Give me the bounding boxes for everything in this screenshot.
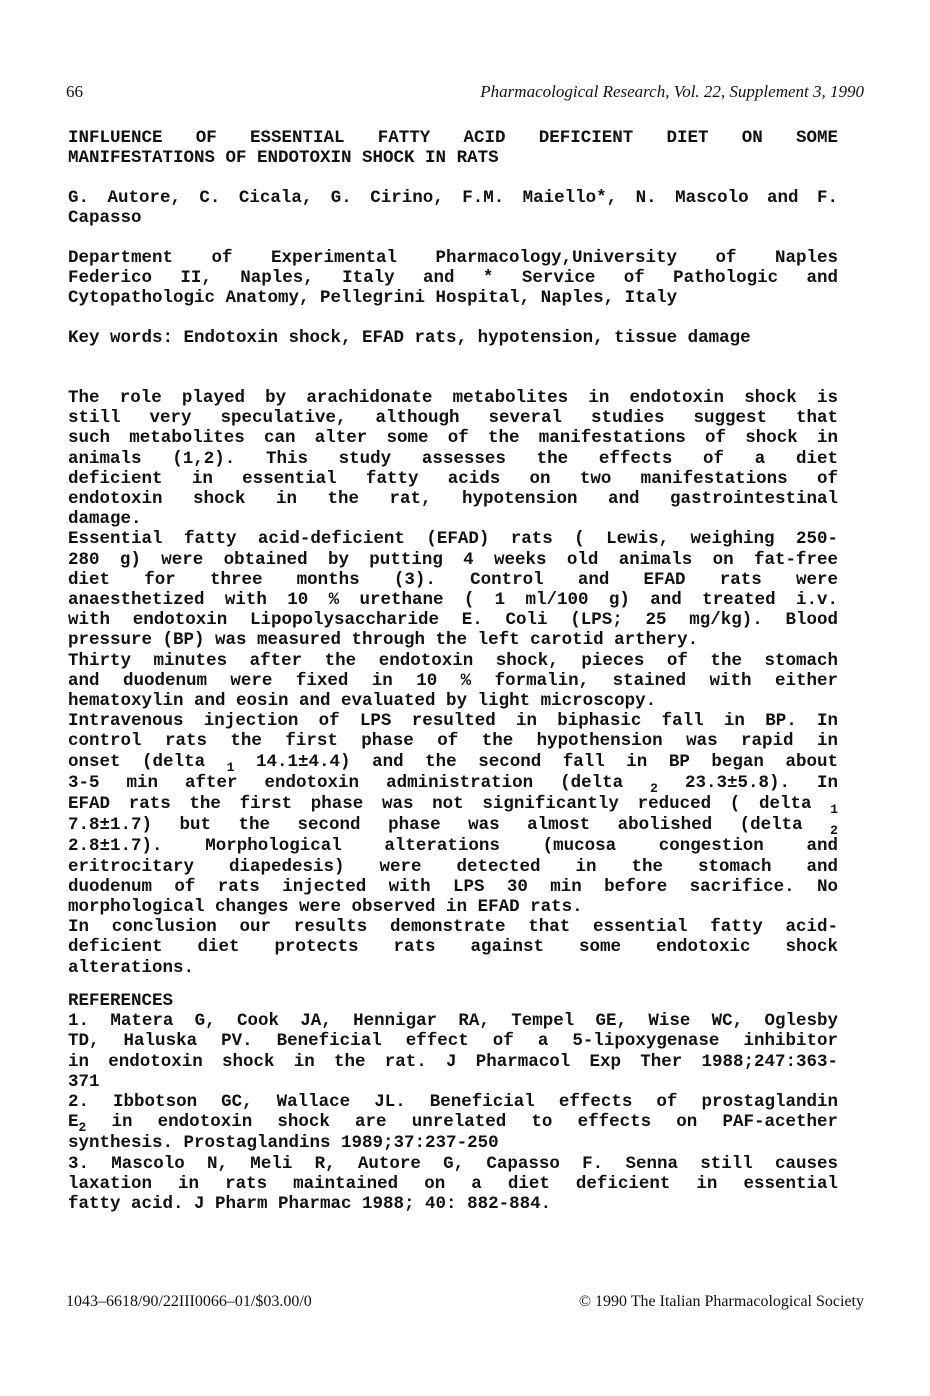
keywords: [68, 328, 838, 348]
body-text: onset (delta: [68, 751, 206, 772]
body-line-with-subscript: [68, 794, 838, 818]
subscript: 2: [830, 823, 838, 839]
body-line: damage.: [68, 509, 142, 530]
affiliation-line: Cytopathologic Anatomy, Pellegrini Hospital, Naples, Italy: [68, 288, 678, 309]
body-text: 23.3±5.8). In: [684, 772, 838, 793]
body-line: alterations.: [68, 957, 195, 978]
reference-line: synthesis. Prostaglandins 1989;37:237-250: [68, 1133, 499, 1154]
reference-line: 1. Matera G, Cook JA, Hennigar RA, Tempel GE, Wise WC, Oglesby: [68, 1011, 838, 1032]
reference-line: TD, Haluska PV. Beneficial effect of a 5-lipoxygenase inhibitor: [68, 1031, 838, 1052]
body-text: EFAD rats the first phase was not significantly reduced ( delta: [68, 794, 812, 815]
title-line: MANIFESTATIONS OF ENDOTOXIN SHOCK IN RATS: [68, 148, 499, 169]
affiliation-line: Department of Experimental Pharmacology,University of Naples: [68, 248, 838, 268]
reference-line: 3. Mascolo N, Meli R, Autore G, Capasso F. Senna still causes: [68, 1153, 838, 1174]
body-line: diet for three months (3). Control and EFAD rats were: [68, 569, 838, 590]
authors-line: G. Autore, C. Cicala, G. Cirino, F.M. Maiello*, N. Mascolo and F.: [68, 188, 838, 208]
body-line-with-subscript: [68, 752, 838, 773]
body-line: deficient in essential fatty acids on two manifestations of: [68, 468, 838, 489]
article-code: 1043–6618/90/22III0066–01/$03.00/0: [66, 1293, 312, 1310]
body-line: Thirty minutes after the endotoxin shock, pieces of the stomach: [68, 650, 838, 671]
body-line: pressure (BP) was measured through the left carotid arthery.: [68, 630, 699, 651]
body-line: control rats the first phase of the hypothension was rapid in: [68, 731, 838, 752]
references-section: [68, 991, 838, 1214]
body-line: morphological changes were observed in EFAD rats.: [68, 897, 583, 918]
body-line: anaesthetized with 10 % urethane ( 1 ml/100 g) and treated i.v.: [68, 590, 838, 611]
author-list: [68, 188, 838, 228]
body-line-with-subscript: [68, 815, 838, 839]
subscript: 2: [650, 780, 658, 796]
subscript: 1: [830, 802, 838, 818]
keywords-line: Key words: Endotoxin shock, EFAD rats, hypotension, tissue damage: [68, 328, 751, 348]
reference-line-with-subscript: [68, 1112, 838, 1136]
body-line: duodenum of rats injected with LPS 30 min before sacrifice. No: [68, 876, 838, 897]
body-line: deficient diet protects rats against some endotoxic shock: [68, 937, 838, 958]
reference-text: E: [68, 1112, 79, 1133]
body-line: endotoxin shock in the rat, hypotension and gastrointestinal: [68, 489, 838, 510]
body-line: such metabolites can alter some of the manifestations of shock in: [68, 428, 838, 449]
copyright: © 1990 The Italian Pharmacological Society: [578, 1293, 864, 1310]
body-text: 7.8±1.7) but the second phase was almost abolished (delta: [68, 815, 803, 836]
body-text: 3-5 min after endotoxin administration (delta: [68, 772, 624, 793]
body-line: hematoxylin and eosin and evaluated by light microscopy.: [68, 691, 657, 712]
title-line: INFLUENCE OF ESSENTIAL FATTY ACID DEFICIENT DIET ON SOME: [68, 128, 838, 148]
reference-line: 371: [68, 1071, 100, 1092]
references-heading: REFERENCES: [68, 991, 174, 1011]
body-line: 280 g) were obtained by putting 4 weeks old animals on fat-free: [68, 549, 838, 570]
reference-text: in endotoxin shock are unrelated to effects on PAF-acether: [86, 1112, 838, 1133]
reference-line: laxation in rats maintained on a diet deficient in essential: [68, 1173, 838, 1194]
body-line: 2.8±1.7). Morphological alterations (mucosa congestion and: [68, 836, 838, 857]
body-line-with-subscript: [68, 773, 838, 794]
page-number: 66: [66, 82, 83, 101]
abstract-body: [68, 388, 838, 978]
body-line: with endotoxin Lipopolysaccharide E. Coli (LPS; 25 mg/kg). Blood: [68, 610, 838, 631]
body-line: eritrocitary diapedesis) were detected in the stomach and: [68, 856, 838, 877]
body-line: animals (1,2). This study assesses the effects of a diet: [68, 448, 838, 469]
body-line: Intravenous injection of LPS resulted in biphasic fall in BP. In: [68, 711, 838, 732]
subscript: 2: [78, 1120, 87, 1136]
body-line: still very speculative, although several studies suggest that: [68, 408, 838, 429]
body-text: 14.1±4.4) and the second fall in BP began about: [256, 751, 838, 772]
body-line: Essential fatty acid-deficient (EFAD) rats ( Lewis, weighing 250-: [68, 529, 838, 550]
body-line: The role played by arachidonate metabolites in endotoxin shock is: [68, 388, 838, 408]
article-title: [68, 128, 838, 168]
subscript: 1: [226, 759, 235, 775]
reference-line: fatty acid. J Pharm Pharmac 1988; 40: 882-884.: [68, 1194, 552, 1215]
journal-citation: Pharmacological Research, Vol. 22, Supplement 3, 1990: [480, 82, 864, 101]
body-line: and duodenum were fixed in 10 % formalin, stained with either: [68, 670, 838, 691]
reference-line: 2. Ibbotson GC, Wallace JL. Beneficial effects of prostaglandin: [68, 1092, 838, 1113]
affiliation-line: Federico II, Naples, Italy and * Service of Pathologic and: [68, 268, 838, 289]
authors-line: Capasso: [68, 208, 142, 229]
reference-line: in endotoxin shock in the rat. J Pharmacol Exp Ther 1988;247:363-: [68, 1051, 838, 1072]
affiliation: [68, 248, 838, 309]
body-line: In conclusion our results demonstrate that essential fatty acid-: [68, 917, 838, 938]
